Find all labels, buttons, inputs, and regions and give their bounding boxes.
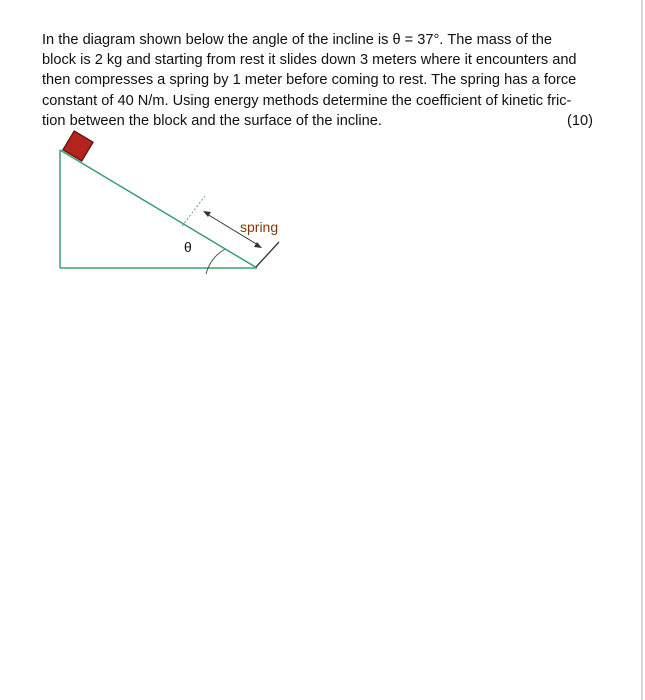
angle-label: θ xyxy=(184,239,192,255)
points-value: (10) xyxy=(567,112,593,129)
problem-line-3: then compresses a spring by 1 meter before coming to rest. The spring has a force xyxy=(42,72,577,89)
problem-line-5: tion between the block and the surface of the incline. xyxy=(42,112,382,129)
problem-line-2: block is 2 kg and starting from rest it slides down 3 meters where it encounters and xyxy=(42,52,577,69)
problem-line-4: constant of 40 N/m. Using energy methods determine the coefficient of kinetic fric- xyxy=(42,92,572,109)
angle-arc xyxy=(206,249,225,274)
incline-surface xyxy=(60,150,257,268)
problem-line-1: In the diagram shown below the angle of the incline is θ = 37°. The mass of the xyxy=(42,32,553,48)
spring-dashed-guide xyxy=(182,196,205,226)
block xyxy=(63,131,93,161)
spring-label: spring xyxy=(240,219,279,235)
